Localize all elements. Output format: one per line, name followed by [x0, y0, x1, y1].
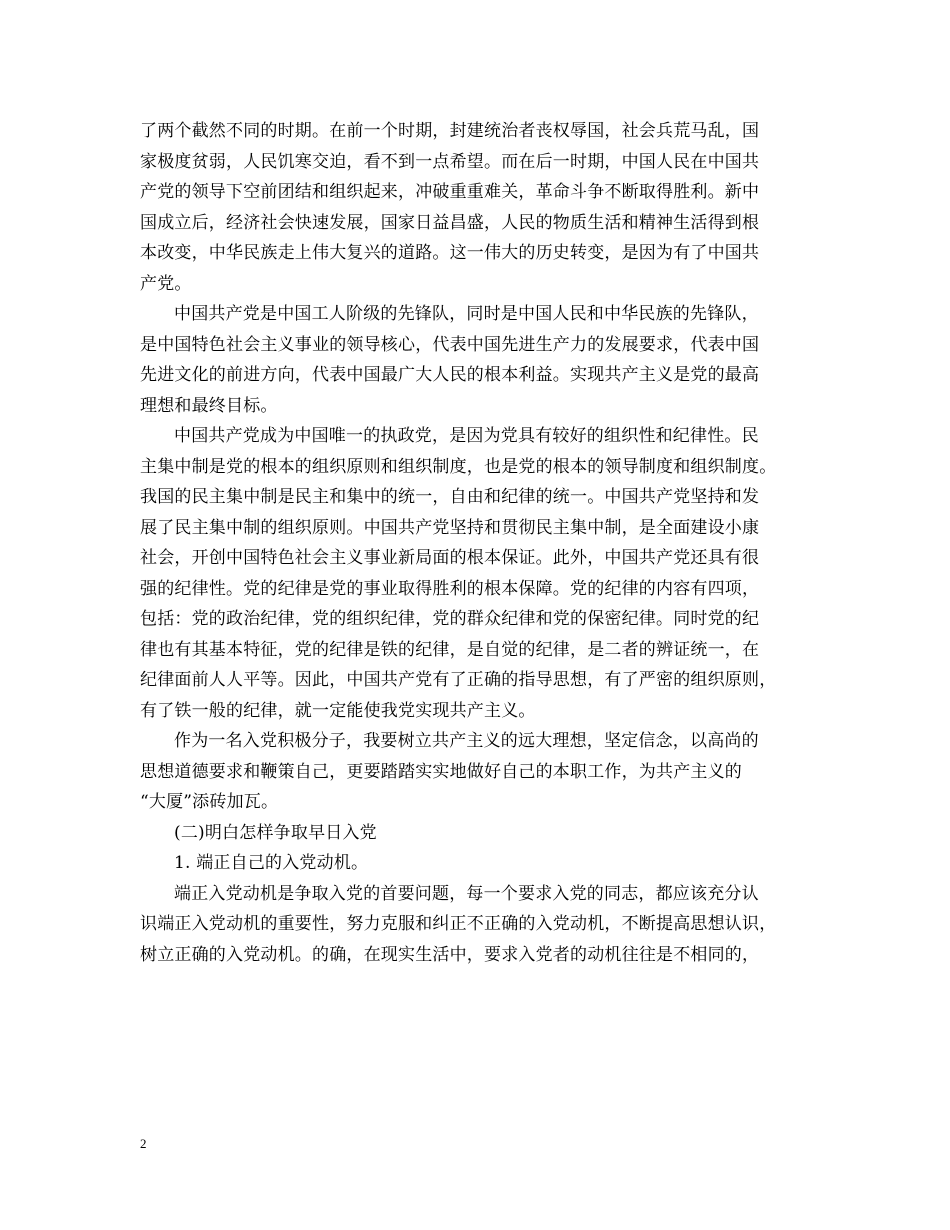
text-line: 作为一名入党积极分子，我要树立共产主义的远大理想，坚定信念，以高尚的	[174, 731, 759, 751]
page-number: 2	[140, 1136, 147, 1151]
paragraph	[140, 848, 812, 879]
text-line: 思想道德要求和鞭策自己，更要踏踏实实地做好自己的本职工作，为共产主义的	[140, 761, 742, 782]
paragraph	[140, 116, 812, 299]
text-line: 家极度贫弱，人民饥寒交迫，看不到一点希望。而在后一时期，中国人民在中国共	[140, 151, 760, 172]
text-line: 理想和最终目标。	[140, 395, 278, 416]
text-line: 主集中制是党的根本的组织原则和组织制度，也是党的根本的领导制度和组织制度。	[140, 456, 777, 477]
text-line: 国成立后，经济社会快速发展，国家日益昌盛，人民的物质生活和精神生活得到根	[140, 212, 760, 233]
text-line: 纪律面前人人平等。因此，中国共产党有了正确的指导思想，有了严密的组织原则，	[140, 670, 777, 690]
text-line: 1. 端正自己的入党动机。	[174, 853, 369, 873]
paragraph	[140, 726, 812, 818]
paragraph	[140, 818, 812, 849]
text-line: 中国共产党是中国工人阶级的先锋队，同时是中国人民和中华民族的先锋队，	[174, 304, 759, 324]
text-line: 先进文化的前进方向，代表中国最广大人民的根本利益。实现共产主义是党的最高	[140, 365, 760, 385]
text-line: 端正入党动机是争取入党的首要问题，每一个要求入党的同志，都应该充分认	[174, 883, 759, 904]
text-line: 有了铁一般的纪律，就一定能使我党实现共产主义。	[140, 700, 536, 721]
text-line: 产党的领导下空前团结和组织起来，冲破重重难关，革命斗争不断取得胜利。新中	[140, 182, 760, 202]
text-line: 律也有其基本特征，党的纪律是铁的纪律，是自觉的纪律，是二者的辨证统一，在	[140, 639, 760, 660]
document-body	[140, 116, 812, 970]
text-line: 我国的民主集中制是民主和集中的统一，自由和纪律的统一。中国共产党坚持和发	[140, 487, 760, 507]
paragraph	[140, 421, 812, 726]
text-line: 识端正入党动机的重要性，努力克服和纠正不正确的入党动机，不断提高思想认识，	[140, 914, 777, 934]
paragraph	[140, 879, 812, 971]
text-line: 本改变，中华民族走上伟大复兴的道路。这一伟大的历史转变，是因为有了中国共	[140, 243, 760, 263]
text-line: 包括：党的政治纪律，党的组织纪律，党的群众纪律和党的保密纪律。同时党的纪	[140, 609, 760, 629]
text-line: 产党。	[140, 273, 192, 294]
text-line: 了两个截然不同的时期。在前一个时期，封建统治者丧权辱国，社会兵荒马乱，国	[140, 121, 760, 141]
text-line: (二)明白怎样争取早日入党	[174, 822, 377, 843]
text-line: 中国共产党成为中国唯一的执政党，是因为党具有较好的组织性和纪律性。民	[174, 426, 759, 446]
text-line: 社会，开创中国特色社会主义事业新局面的根本保证。此外，中国共产党还具有很	[140, 548, 760, 568]
text-line: 是中国特色社会主义事业的领导核心，代表中国先进生产力的发展要求，代表中国	[140, 334, 760, 355]
text-line: 树立正确的入党动机。的确，在现实生活中，要求入党者的动机往往是不相同的，	[140, 944, 760, 965]
text-line: “大厦”添砖加瓦。	[140, 792, 279, 812]
paragraph	[140, 299, 812, 421]
text-line: 强的纪律性。党的纪律是党的事业取得胜利的根本保障。党的纪律的内容有四项，	[140, 578, 760, 599]
text-line: 展了民主集中制的组织原则。中国共产党坚持和贯彻民主集中制，是全面建设小康	[140, 517, 760, 538]
